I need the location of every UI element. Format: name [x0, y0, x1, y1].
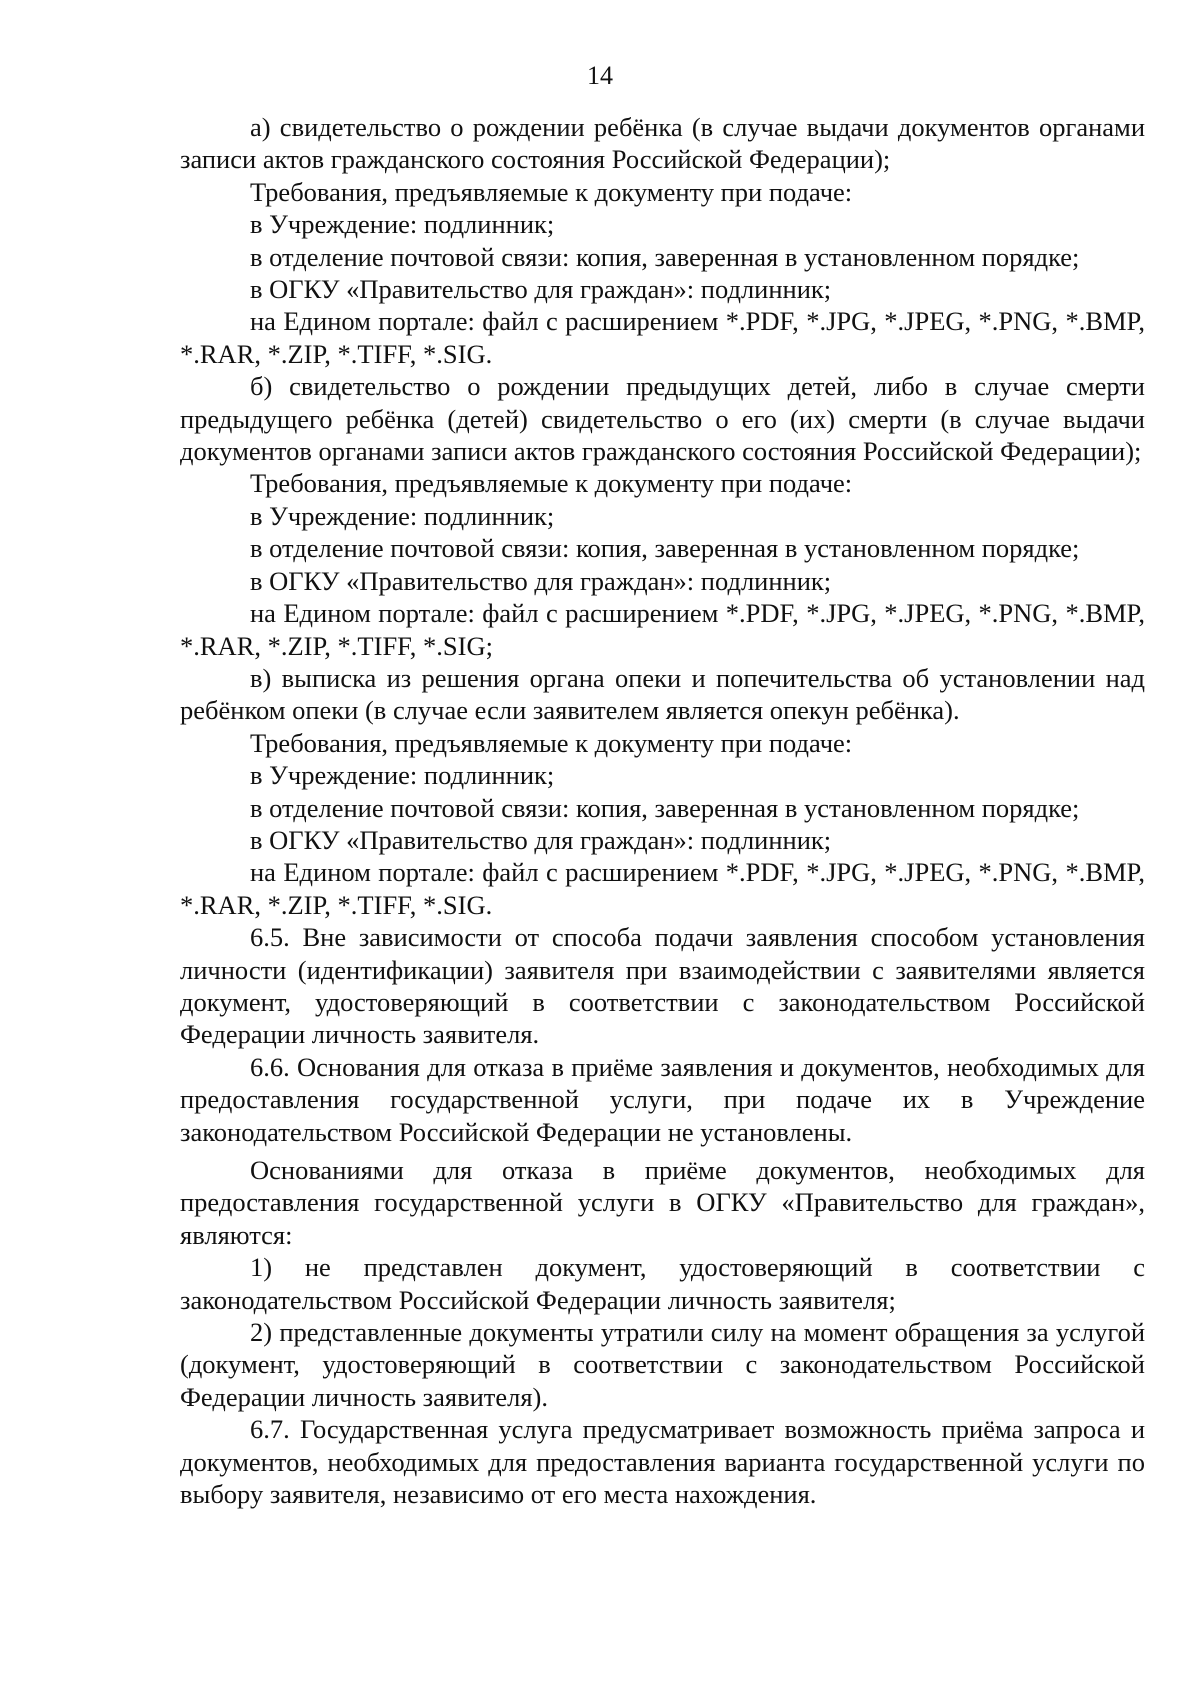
paragraph-portal-file-formats: на Едином портале: файл с расширением *.PDF, *.JPG, *.JPEG, *.PNG, *.BMP, *.RAR, *.ZIP, *.TIFF, *.SIG; [180, 598, 1145, 661]
paragraph-institution-original: в Учреждение: подлинник; [250, 500, 555, 531]
paragraph-ogku-original: в ОГКУ «Правительство для граждан»: подлинник; [250, 274, 832, 305]
paragraph-institution-original: в Учреждение: подлинник; [250, 760, 555, 791]
paragraph-portal-file-formats: на Едином портале: файл с расширением *.PDF, *.JPG, *.JPEG, *.PNG, *.BMP, *.RAR, *.ZIP, *.TIFF, *.SIG. [180, 857, 1145, 920]
document-body [180, 111, 1145, 1510]
paragraph-portal-file-formats: на Едином портале: файл с расширением *.PDF, *.JPG, *.JPEG, *.PNG, *.BMP, *.RAR, *.ZIP, *.TIFF, *.SIG. [180, 306, 1145, 369]
paragraph-post-office-copy: в отделение почтовой связи: копия, заверенная в установленном порядке; [250, 533, 1080, 564]
paragraph-section-6-7: 6.7. Государственная услуга предусматривает возможность приёма запроса и документов, необходимых для предоставления варианта государственной услуги по выбору заявителя, независимо от его места нахождения. [180, 1414, 1145, 1510]
paragraph-guardianship-extract: в) выписка из решения органа опеки и попечительства об установлении над ребёнком опеки (в случае если заявителем является опекун ребёнка). [180, 662, 1145, 726]
paragraph-refusal-ground-2: 2) представленные документы утратили силу на момент обращения за услугой (документ, удостоверяющий в соответствии с законодательством Российской Федерации личность заявителя). [180, 1317, 1145, 1412]
paragraph-requirements-heading: Требования, предъявляемые к документу при подаче: [250, 727, 853, 758]
paragraph-requirements-heading: Требования, предъявляемые к документу при подаче: [250, 468, 853, 499]
paragraph-institution-original: в Учреждение: подлинник; [250, 209, 555, 240]
paragraph-refusal-ground-1: 1) не представлен документ, удостоверяющий в соответствии с законодательством Российской Федерации личность заявителя; [180, 1252, 1145, 1315]
paragraph-birth-certificate: а) свидетельство о рождении ребёнка (в случае выдачи документов органами записи актов гражданского состояния Российской Федерации); [180, 112, 1145, 175]
paragraph-ogku-original: в ОГКУ «Правительство для граждан»: подлинник; [250, 824, 832, 855]
paragraph-previous-children-certificate: б) свидетельство о рождении предыдущих детей, либо в случае смерти предыдущего ребёнка (детей) свидетельство о его (их) смерти (в случае выдачи документов органами записи актов гражданского состояния Российской Федерации); [180, 371, 1145, 467]
page-number: 14 [587, 61, 613, 90]
paragraph-ogku-original: в ОГКУ «Правительство для граждан»: подлинник; [250, 565, 832, 596]
paragraph-section-6-6: 6.6. Основания для отказа в приёме заявления и документов, необходимых для предоставления государственной услуги, при подаче их в Учреждение законодательством Российской Федерации не установлены. [180, 1051, 1145, 1147]
paragraph-refusal-grounds: Основаниями для отказа в приёме документов, необходимых для предоставления государственной услуги в ОГКУ «Правительство для граждан», являются: [180, 1155, 1145, 1250]
paragraph-post-office-copy: в отделение почтовой связи: копия, заверенная в установленном порядке; [250, 792, 1080, 823]
paragraph-section-6-5: 6.5. Вне зависимости от способа подачи заявления способом установления личности (идентификации) заявителя при взаимодействии с заявителями является документ, удостоверяющий в соответствии с законодательством Российской Федерации личность заявителя. [180, 922, 1145, 1050]
paragraph-requirements-heading: Требования, предъявляемые к документу при подаче: [250, 176, 853, 207]
paragraph-post-office-copy: в отделение почтовой связи: копия, заверенная в установленном порядке; [250, 241, 1080, 272]
